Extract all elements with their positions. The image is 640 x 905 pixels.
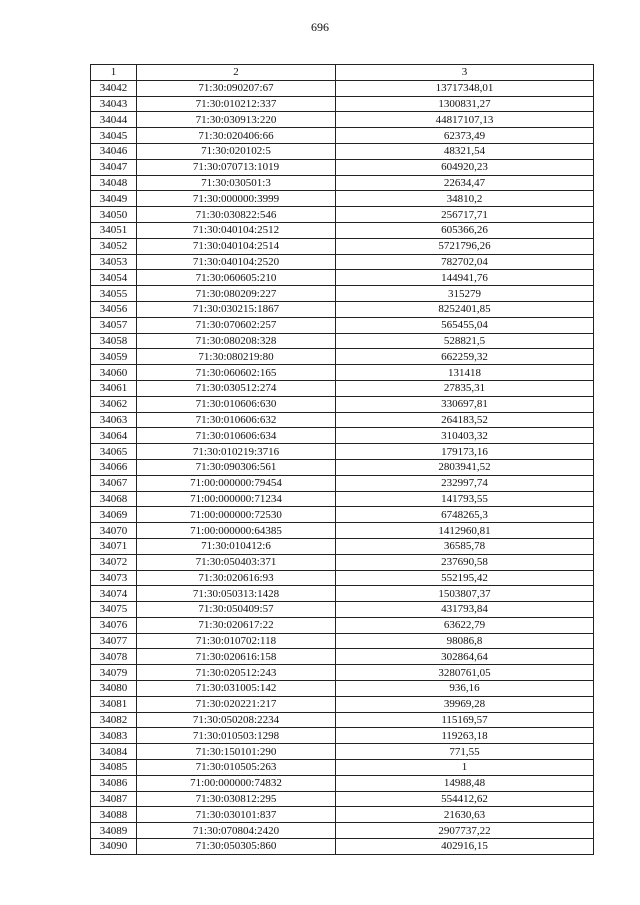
row-number-cell: 34053 — [91, 254, 137, 270]
table-row — [91, 365, 594, 381]
value-cell: 36585,78 — [336, 538, 594, 554]
row-number-cell: 34046 — [91, 143, 137, 159]
cadastral-number-cell: 71:30:020616:93 — [137, 570, 336, 586]
row-number-cell: 34074 — [91, 586, 137, 602]
row-number-cell: 34072 — [91, 554, 137, 570]
row-number-cell: 34058 — [91, 333, 137, 349]
row-number-cell: 34084 — [91, 744, 137, 760]
row-number-cell: 34047 — [91, 159, 137, 175]
value-cell: 5721796,26 — [336, 238, 594, 254]
value-cell: 2803941,52 — [336, 459, 594, 475]
table-row — [91, 428, 594, 444]
value-cell: 315279 — [336, 286, 594, 302]
value-cell: 232997,74 — [336, 475, 594, 491]
table-row — [91, 317, 594, 333]
row-number-cell: 34062 — [91, 396, 137, 412]
table-row — [91, 112, 594, 128]
cadastral-number-cell: 71:30:050403:371 — [137, 554, 336, 570]
table-row — [91, 649, 594, 665]
table-row — [91, 222, 594, 238]
table-row — [91, 538, 594, 554]
table-row — [91, 744, 594, 760]
table-row — [91, 159, 594, 175]
value-cell: 310403,32 — [336, 428, 594, 444]
row-number-cell: 34043 — [91, 96, 137, 112]
cadastral-number-cell: 71:30:010219:3716 — [137, 444, 336, 460]
table-row — [91, 191, 594, 207]
value-cell: 44817107,13 — [336, 112, 594, 128]
value-cell: 119263,18 — [336, 728, 594, 744]
row-number-cell: 34060 — [91, 365, 137, 381]
value-cell: 936,16 — [336, 681, 594, 697]
row-number-cell: 34042 — [91, 80, 137, 96]
value-cell: 6748265,3 — [336, 507, 594, 523]
table-row — [91, 175, 594, 191]
row-number-cell: 34057 — [91, 317, 137, 333]
row-number-cell: 34080 — [91, 681, 137, 697]
table-body — [91, 80, 594, 854]
table-row — [91, 207, 594, 223]
row-number-cell: 34070 — [91, 523, 137, 539]
value-cell: 264183,52 — [336, 412, 594, 428]
cadastral-number-cell: 71:00:000000:79454 — [137, 475, 336, 491]
row-number-cell: 34067 — [91, 475, 137, 491]
column-header-2: 2 — [137, 65, 336, 81]
cadastral-number-cell: 71:30:030215:1867 — [137, 301, 336, 317]
cadastral-number-cell: 71:30:080209:227 — [137, 286, 336, 302]
row-number-cell: 34079 — [91, 665, 137, 681]
cadastral-number-cell: 71:30:010503:1298 — [137, 728, 336, 744]
row-number-cell: 34048 — [91, 175, 137, 191]
cadastral-number-cell: 71:30:010606:630 — [137, 396, 336, 412]
table-row — [91, 380, 594, 396]
table-row — [91, 681, 594, 697]
cadastral-number-cell: 71:30:030812:295 — [137, 791, 336, 807]
cadastral-number-cell: 71:30:030101:837 — [137, 807, 336, 823]
row-number-cell: 34077 — [91, 633, 137, 649]
cadastral-number-cell: 71:30:090207:67 — [137, 80, 336, 96]
value-cell: 1 — [336, 760, 594, 776]
value-cell: 256717,71 — [336, 207, 594, 223]
value-cell: 14988,48 — [336, 775, 594, 791]
cadastral-number-cell: 71:30:060602:165 — [137, 365, 336, 381]
value-cell: 13717348,01 — [336, 80, 594, 96]
cadastral-number-cell: 71:30:020102:5 — [137, 143, 336, 159]
column-header-3: 3 — [336, 65, 594, 81]
value-cell: 1503807,37 — [336, 586, 594, 602]
cadastral-number-cell: 71:30:020616:158 — [137, 649, 336, 665]
cadastral-number-cell: 71:30:060605:210 — [137, 270, 336, 286]
value-cell: 662259,32 — [336, 349, 594, 365]
cadastral-number-cell: 71:30:070713:1019 — [137, 159, 336, 175]
table-row — [91, 396, 594, 412]
row-number-cell: 34068 — [91, 491, 137, 507]
registry-table — [90, 64, 594, 855]
value-cell: 21630,63 — [336, 807, 594, 823]
table-row — [91, 349, 594, 365]
page-number: 696 — [311, 20, 329, 34]
value-cell: 27835,31 — [336, 380, 594, 396]
cadastral-number-cell: 71:30:010505:263 — [137, 760, 336, 776]
value-cell: 22634,47 — [336, 175, 594, 191]
row-number-cell: 34064 — [91, 428, 137, 444]
value-cell: 605366,26 — [336, 222, 594, 238]
table-row — [91, 80, 594, 96]
table-row — [91, 775, 594, 791]
table-row — [91, 238, 594, 254]
row-number-cell: 34083 — [91, 728, 137, 744]
value-cell: 1300831,27 — [336, 96, 594, 112]
value-cell: 131418 — [336, 365, 594, 381]
table-row — [91, 712, 594, 728]
table-row — [91, 807, 594, 823]
value-cell: 144941,76 — [336, 270, 594, 286]
table-row — [91, 570, 594, 586]
table-row — [91, 444, 594, 460]
row-number-cell: 34081 — [91, 696, 137, 712]
cadastral-number-cell: 71:30:150101:290 — [137, 744, 336, 760]
table-row — [91, 554, 594, 570]
row-number-cell: 34051 — [91, 222, 137, 238]
value-cell: 62373,49 — [336, 128, 594, 144]
table-row — [91, 602, 594, 618]
value-cell: 141793,55 — [336, 491, 594, 507]
row-number-cell: 34078 — [91, 649, 137, 665]
cadastral-number-cell: 71:30:030822:546 — [137, 207, 336, 223]
table-row — [91, 270, 594, 286]
row-number-cell: 34066 — [91, 459, 137, 475]
cadastral-number-cell: 71:30:010212:337 — [137, 96, 336, 112]
row-number-cell: 34056 — [91, 301, 137, 317]
table-row — [91, 760, 594, 776]
cadastral-number-cell: 71:30:020406:66 — [137, 128, 336, 144]
cadastral-number-cell: 71:30:050208:2234 — [137, 712, 336, 728]
cadastral-number-cell: 71:30:010606:634 — [137, 428, 336, 444]
table-row — [91, 633, 594, 649]
value-cell: 554412,62 — [336, 791, 594, 807]
cadastral-number-cell: 71:30:050313:1428 — [137, 586, 336, 602]
table-row — [91, 507, 594, 523]
row-number-cell: 34071 — [91, 538, 137, 554]
table-row — [91, 791, 594, 807]
value-cell: 330697,81 — [336, 396, 594, 412]
table-row — [91, 665, 594, 681]
row-number-cell: 34052 — [91, 238, 137, 254]
table-row — [91, 491, 594, 507]
table-row — [91, 333, 594, 349]
row-number-cell: 34059 — [91, 349, 137, 365]
row-number-cell: 34087 — [91, 791, 137, 807]
cadastral-number-cell: 71:30:090306:561 — [137, 459, 336, 475]
row-number-cell: 34050 — [91, 207, 137, 223]
value-cell: 8252401,85 — [336, 301, 594, 317]
row-number-cell: 34089 — [91, 823, 137, 839]
table-row — [91, 823, 594, 839]
cadastral-number-cell: 71:30:030913:220 — [137, 112, 336, 128]
table-row — [91, 254, 594, 270]
cadastral-number-cell: 71:30:000000:3999 — [137, 191, 336, 207]
row-number-cell: 34090 — [91, 839, 137, 855]
row-number-cell: 34076 — [91, 617, 137, 633]
table-row — [91, 617, 594, 633]
row-number-cell: 34085 — [91, 760, 137, 776]
cadastral-number-cell: 71:30:020221:217 — [137, 696, 336, 712]
table-row — [91, 412, 594, 428]
value-cell: 565455,04 — [336, 317, 594, 333]
table-row — [91, 696, 594, 712]
row-number-cell: 34075 — [91, 602, 137, 618]
table-row — [91, 128, 594, 144]
row-number-cell: 34045 — [91, 128, 137, 144]
value-cell: 115169,57 — [336, 712, 594, 728]
cadastral-number-cell: 71:00:000000:72530 — [137, 507, 336, 523]
value-cell: 604920,23 — [336, 159, 594, 175]
value-cell: 39969,28 — [336, 696, 594, 712]
cadastral-number-cell: 71:30:050409:57 — [137, 602, 336, 618]
table-row — [91, 475, 594, 491]
value-cell: 179173,16 — [336, 444, 594, 460]
row-number-cell: 34049 — [91, 191, 137, 207]
value-cell: 771,55 — [336, 744, 594, 760]
value-cell: 782702,04 — [336, 254, 594, 270]
cadastral-number-cell: 71:00:000000:74832 — [137, 775, 336, 791]
cadastral-number-cell: 71:30:040104:2514 — [137, 238, 336, 254]
cadastral-number-cell: 71:30:080208:328 — [137, 333, 336, 349]
cadastral-number-cell: 71:30:010702:118 — [137, 633, 336, 649]
row-number-cell: 34069 — [91, 507, 137, 523]
value-cell: 98086,8 — [336, 633, 594, 649]
cadastral-number-cell: 71:00:000000:64385 — [137, 523, 336, 539]
row-number-cell: 34073 — [91, 570, 137, 586]
value-cell: 2907737,22 — [336, 823, 594, 839]
cadastral-number-cell: 71:30:020617:22 — [137, 617, 336, 633]
value-cell: 34810,2 — [336, 191, 594, 207]
cadastral-number-cell: 71:30:031005:142 — [137, 681, 336, 697]
value-cell: 552195,42 — [336, 570, 594, 586]
cadastral-number-cell: 71:30:070804:2420 — [137, 823, 336, 839]
value-cell: 237690,58 — [336, 554, 594, 570]
row-number-cell: 34082 — [91, 712, 137, 728]
row-number-cell: 34055 — [91, 286, 137, 302]
row-number-cell: 34065 — [91, 444, 137, 460]
table-row — [91, 301, 594, 317]
row-number-cell: 34054 — [91, 270, 137, 286]
cadastral-number-cell: 71:30:010606:632 — [137, 412, 336, 428]
value-cell: 48321,54 — [336, 143, 594, 159]
table-row — [91, 96, 594, 112]
row-number-cell: 34044 — [91, 112, 137, 128]
header-row — [91, 65, 594, 81]
value-cell: 1412960,81 — [336, 523, 594, 539]
table-row — [91, 586, 594, 602]
value-cell: 302864,64 — [336, 649, 594, 665]
row-number-cell: 34063 — [91, 412, 137, 428]
row-number-cell: 34061 — [91, 380, 137, 396]
cadastral-number-cell: 71:00:000000:71234 — [137, 491, 336, 507]
cadastral-number-cell: 71:30:030501:3 — [137, 175, 336, 191]
table-row — [91, 728, 594, 744]
value-cell: 3280761,05 — [336, 665, 594, 681]
table-row — [91, 839, 594, 855]
cadastral-number-cell: 71:30:050305:860 — [137, 839, 336, 855]
cadastral-number-cell: 71:30:020512:243 — [137, 665, 336, 681]
table-row — [91, 459, 594, 475]
row-number-cell: 34088 — [91, 807, 137, 823]
table-row — [91, 143, 594, 159]
table-row — [91, 523, 594, 539]
cadastral-number-cell: 71:30:010412:6 — [137, 538, 336, 554]
column-header-1: 1 — [91, 65, 137, 81]
cadastral-number-cell: 71:30:040104:2520 — [137, 254, 336, 270]
cadastral-number-cell: 71:30:080219:80 — [137, 349, 336, 365]
cadastral-number-cell: 71:30:030512:274 — [137, 380, 336, 396]
value-cell: 63622,79 — [336, 617, 594, 633]
value-cell: 402916,15 — [336, 839, 594, 855]
cadastral-number-cell: 71:30:040104:2512 — [137, 222, 336, 238]
row-number-cell: 34086 — [91, 775, 137, 791]
value-cell: 528821,5 — [336, 333, 594, 349]
table-row — [91, 286, 594, 302]
cadastral-number-cell: 71:30:070602:257 — [137, 317, 336, 333]
value-cell: 431793,84 — [336, 602, 594, 618]
